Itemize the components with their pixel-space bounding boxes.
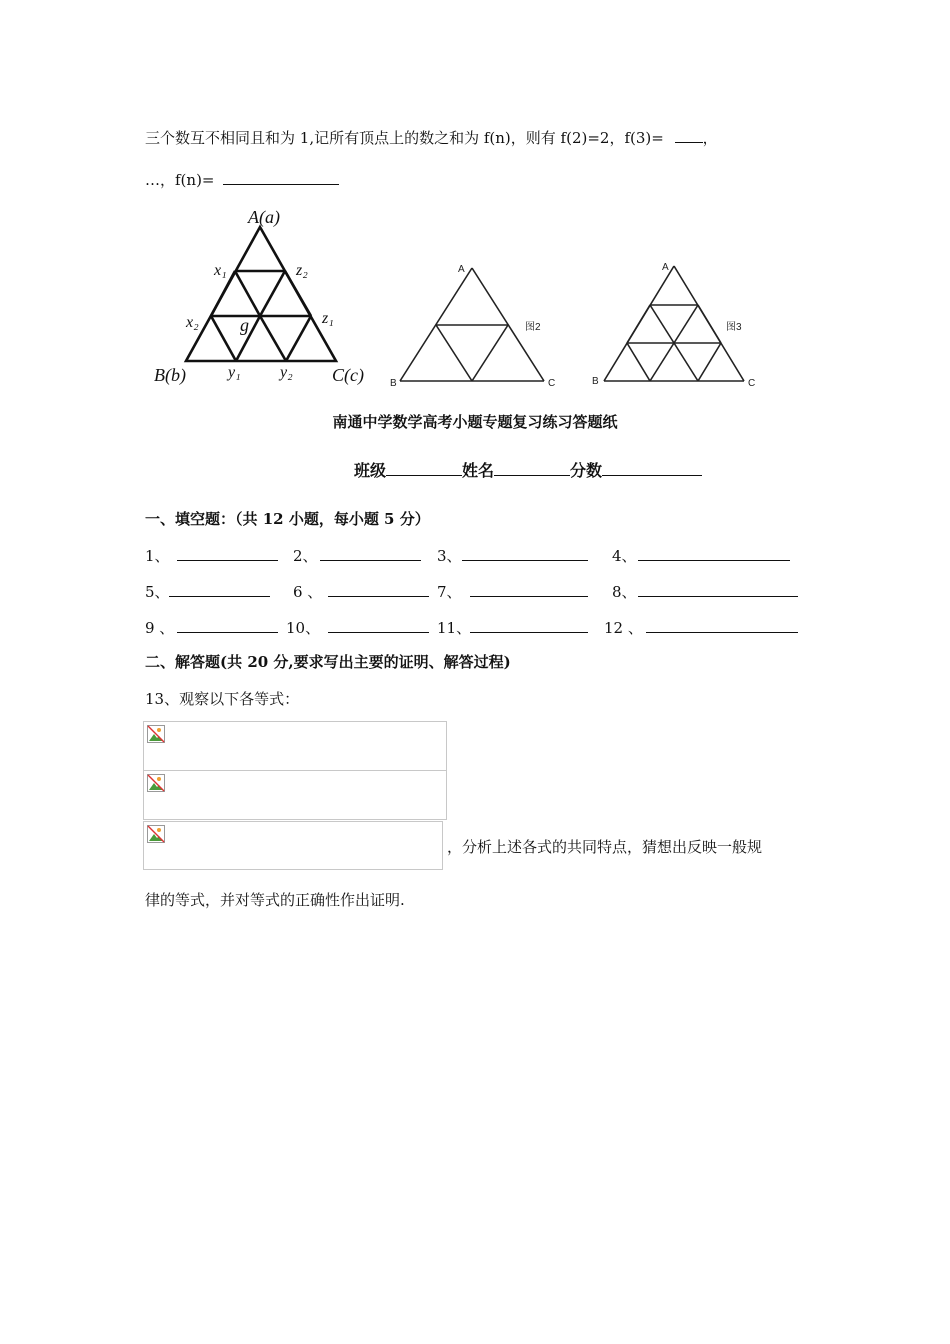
problem12-line1 [145, 128, 718, 148]
section2-heading: 二、解答题(共 20 分,要求写出主要的证明、解答过程) [145, 653, 511, 671]
item-label-10: 10、 [286, 619, 321, 637]
answer-blank-5[interactable] [169, 582, 270, 597]
label-z1: z₁ [322, 310, 334, 327]
fig3-label-B: B [592, 376, 599, 387]
answer-blank-3[interactable] [462, 546, 588, 561]
answer-blank-2[interactable] [320, 546, 421, 561]
class-label: 班级 [354, 461, 387, 480]
q13-end-text: 律的等式，并对等式的正确性作出证明. [145, 891, 405, 909]
label-C: C(c) [332, 365, 364, 385]
figure-triangle-3 [588, 258, 768, 390]
equation-image-3 [143, 821, 443, 870]
label-x2: x₂ [186, 314, 199, 331]
item-label-9: 9 、 [145, 619, 175, 637]
label-y2: y₂ [280, 364, 293, 381]
item-label-3: 3、 [437, 547, 462, 565]
fig2-label-C: C [548, 378, 556, 389]
label-z2: z₂ [296, 262, 308, 279]
item-label-7: 7、 [437, 583, 462, 601]
problem12-line1-end: ， [702, 129, 718, 147]
fig3-caption: 图3 [726, 322, 742, 333]
score-blank[interactable] [602, 461, 702, 476]
answer-blank-fn [223, 170, 339, 185]
problem12-line2 [145, 170, 339, 190]
answer-blank-6[interactable] [328, 582, 429, 597]
answer-blank-4[interactable] [638, 546, 790, 561]
class-blank[interactable] [386, 461, 462, 476]
equation-image-1 [143, 721, 447, 771]
item-label-8: 8、 [612, 583, 637, 601]
label-g: g [240, 315, 249, 335]
name-blank[interactable] [494, 461, 570, 476]
fig3-label-A: A [662, 262, 669, 273]
equation-image-2 [143, 770, 447, 820]
figure-triangle-2 [388, 258, 568, 390]
fig2-caption: 图2 [525, 322, 541, 333]
item-label-5: 5、 [145, 583, 170, 601]
answer-sheet-title: 南通中学数学高考小题专题复习练习答题纸 [332, 413, 618, 431]
item-label-6: 6 、 [293, 583, 323, 601]
figure-triangle-labeled [150, 205, 380, 395]
label-y1: y₁ [228, 364, 241, 381]
label-B: B(b) [154, 365, 186, 385]
item-label-4: 4、 [612, 547, 637, 565]
item-label-12: 12 、 [604, 619, 643, 637]
answer-blank-9[interactable] [177, 618, 278, 633]
answer-blank-f3 [675, 128, 703, 143]
item-label-1: 1、 [145, 547, 170, 565]
student-info-row [354, 461, 702, 481]
fig2-label-A: A [458, 264, 465, 275]
broken-image-icon [147, 725, 165, 743]
answer-blank-1[interactable] [177, 546, 278, 561]
answer-blank-8[interactable] [638, 582, 798, 597]
answer-blank-10[interactable] [328, 618, 429, 633]
broken-image-icon [147, 774, 165, 792]
q13-after-text: ，分析上述各式的共同特点，猜想出反映一般规 [447, 838, 763, 856]
broken-image-icon [147, 825, 165, 843]
score-label: 分数 [570, 461, 603, 480]
label-x1: x₁ [214, 262, 227, 279]
answer-blank-12[interactable] [646, 618, 798, 633]
fig3-label-C: C [748, 378, 756, 389]
name-label: 姓名 [462, 461, 495, 480]
answer-blank-11[interactable] [470, 618, 588, 633]
label-A: A(a) [248, 207, 280, 227]
problem12-text-2: …，f(n)= [145, 171, 215, 189]
problem12-text: 三个数互不相同且和为 1,记所有顶点上的数之和为 f(n)，则有 f(2)=2，f(3)= [145, 129, 664, 147]
answer-blank-7[interactable] [470, 582, 588, 597]
q13-intro: 13、观察以下各等式： [145, 690, 300, 708]
item-label-2: 2、 [293, 547, 318, 565]
fig2-label-B: B [390, 378, 397, 389]
section1-heading: 一、填空题：（共 12 小题，每小题 5 分） [145, 510, 430, 528]
item-label-11: 11、 [437, 619, 472, 637]
